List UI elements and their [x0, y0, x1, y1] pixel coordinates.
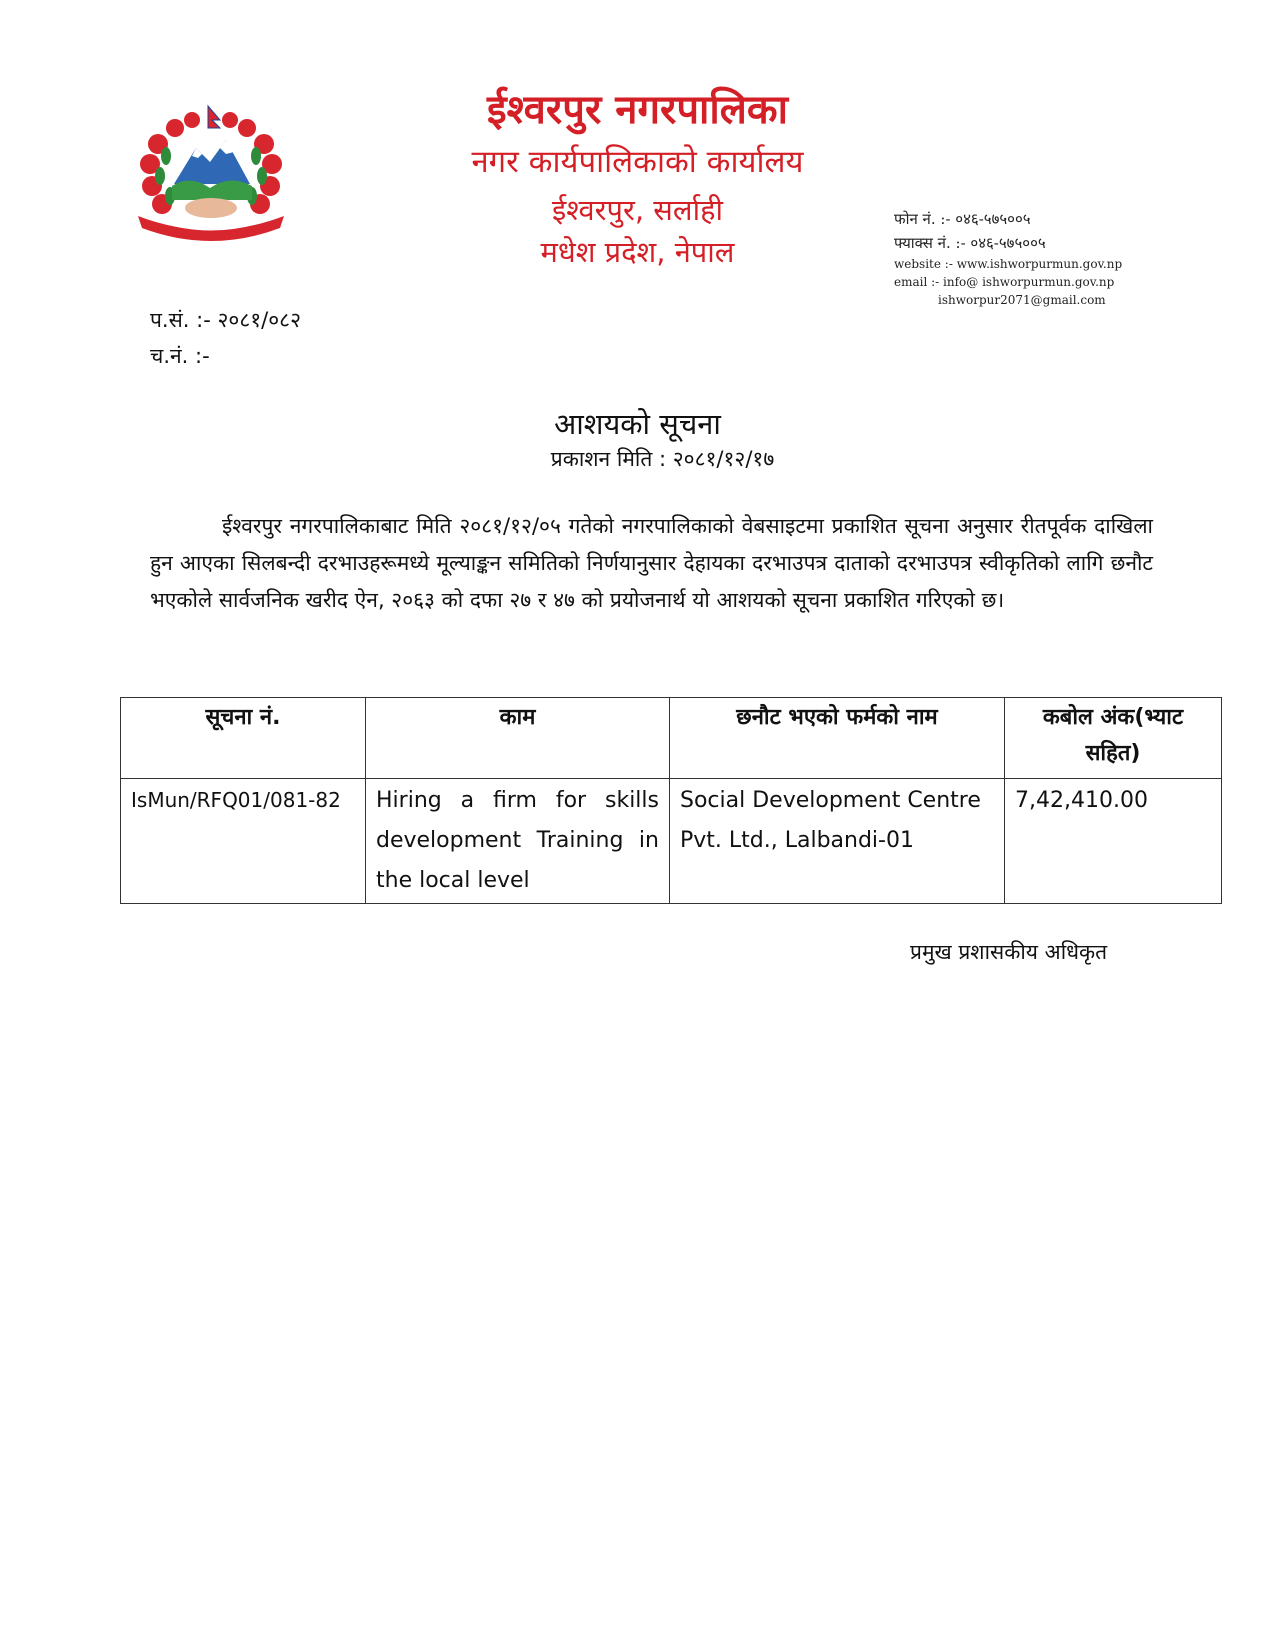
table-header-row: [121, 698, 1222, 779]
table-row: [121, 779, 1222, 904]
column-header-notice-no: सूचना नं.: [121, 698, 366, 779]
signatory-title: प्रमुख प्रशासकीय अधिकृत: [910, 940, 1108, 964]
dispatch-number: च.नं. :-: [150, 344, 210, 368]
column-header-firm: छनौट भएको फर्मको नाम: [670, 698, 1005, 779]
municipality-name: ईश्वरपुर नगरपालिका: [487, 87, 788, 133]
email-address-alt: ishworpur2071@gmail.com: [938, 293, 1106, 307]
column-header-amount: कबोल अंक(भ्याट सहित): [1005, 698, 1222, 779]
phone-number: फोन नं. :- ०४६-५७५००५: [894, 210, 1031, 228]
fax-number: फ्याक्स नं. :- ०४६-५७५००५: [894, 234, 1046, 252]
notice-body: ईश्वरपुर नगरपालिकाबाट मिति २०८१/१२/०५ गतेको नगरपालिकाको वेबसाइटमा प्रकाशित सूचना अनुसार रीतपूर्वक दाखिला हुन आएका सिलबन्दी दरभाउहरूमध्ये मूल्याङ्कन समितिको निर्णयानुसार देहायका दरभाउपत्र दाताको दरभाउपत्र स्वीकृतिको लागि छनौट भएकोले सार्वजनिक खरीद ऐन, २०६३ को दफा २७ र ४७ को प्रयोजनार्थ यो आशयको सूचना प्रकाशित गरिएको छ।: [150, 514, 1153, 612]
email-address: email :- info@ ishworpurmun.gov.np: [894, 275, 1115, 289]
cell-notice-no: IsMun/RFQ01/081-82: [121, 779, 366, 904]
office-name: नगर कार्यपालिकाको कार्यालय: [471, 144, 804, 180]
office-province: मधेश प्रदेश, नेपाल: [540, 235, 735, 269]
cell-amount: 7,42,410.00: [1005, 779, 1222, 904]
column-header-work: काम: [366, 698, 670, 779]
contact-block: [894, 207, 1122, 309]
notice-title: आशयको सूचना: [554, 407, 721, 441]
website-address: website :- www.ishworpurmun.gov.np: [894, 257, 1123, 271]
office-location: ईश्वरपुर, सर्लाही: [551, 193, 723, 227]
cell-work: Hiring a firm for skills development Training in the local level: [366, 779, 670, 904]
publish-date: प्रकाशन मिति : २०८१/१२/१७: [550, 447, 775, 471]
award-table: [120, 697, 1222, 904]
letter-number: प.सं. :- २०८१/०८२: [150, 308, 301, 332]
cell-firm: Social Development Centre Pvt. Ltd., Lalbandi-01: [670, 779, 1005, 904]
